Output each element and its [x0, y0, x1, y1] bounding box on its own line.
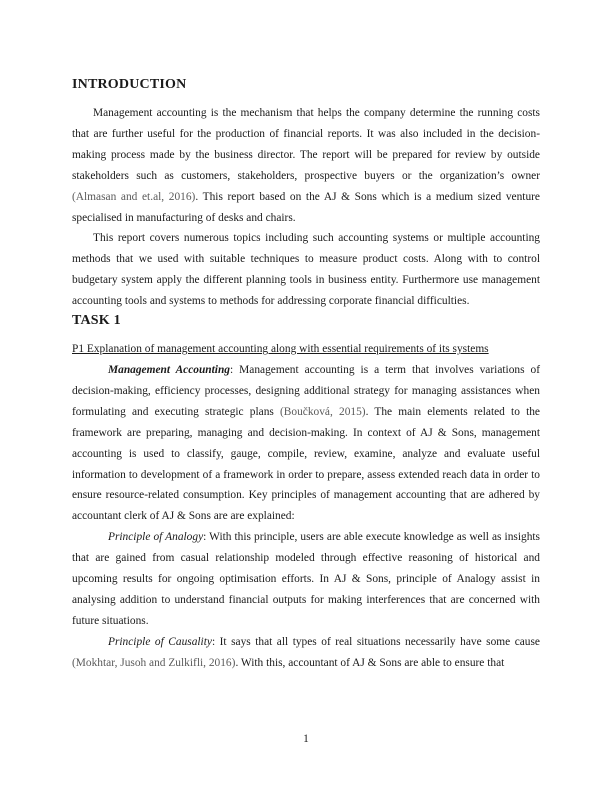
principle-causality-paragraph [72, 632, 540, 674]
ma-text-b: . The main elements related to the framework are preparing, managing and decision-making. In context of AJ & Sons, management accounting is used to classify, gauge, compile, review, examine, analyze and evaluate useful information to development of a framework in order to prepare, assess extended reach data in order to ensure resource-related consumption. Key principles of management accounting that are adhered by accountant clerk of AJ & Sons are are explained: [72, 405, 540, 523]
ma-text-a: : Management accounting is a term that involves variations of decision-making, efficiency processes, designing additional strategy for managing assistances when formulating and executing strategic plans [72, 363, 540, 418]
intro-paragraph-2: This report covers numerous topics including such accounting systems or multiple accounting methods that we used with suitable techniques to measure product costs. Along with to control budgetary system apply the different planning tools in business entity. Furthermore use management accounting tools and systems to methods for addressing corporate financial difficulties. [72, 232, 540, 308]
principle-analogy-paragraph [72, 527, 540, 632]
analogy-text: : With this principle, users are able execute knowledge as well as insights that are gained from casual relationship modeled through effective reasoning of historical and upcoming results for ongoing optimisation efforts. In AJ & Sons, principle of Analogy assist in analysing addition to understand financial outputs for making interferences that are concerned with future situations. [72, 531, 540, 627]
document-page [72, 76, 540, 674]
citation-bouckova: (Boučková, 2015) [280, 405, 366, 418]
p1-subheading: P1 Explanation of management accounting along with essential requirements of its systems [72, 343, 489, 356]
intro-paragraph-1 [72, 103, 540, 228]
introduction-heading: INTRODUCTION [72, 77, 187, 92]
causality-text-a: : It says that all types of real situations necessarily have some cause [211, 635, 540, 648]
citation-almasan: (Almasan and et.al, 2016) [72, 190, 196, 203]
causality-text-b: . With this, accountant of AJ & Sons are able to ensure that [235, 656, 505, 669]
principle-analogy-term: Principle of Analogy [108, 531, 204, 544]
citation-mokhtar: (Mokhtar, Jusoh and Zulkifli, 2016) [72, 656, 236, 669]
management-accounting-paragraph [72, 360, 540, 527]
management-accounting-term: Management Accounting [108, 363, 231, 376]
task-1-heading: TASK 1 [72, 313, 121, 329]
intro-p1-text-a: Management accounting is the mechanism that helps the company determine the running costs that are further useful for the production of financial reports. It was also included in the decision-making process made by the business director. The report will be prepared for review by outside stakeholders such as customers, stakeholders, prospective buyers or the organization’s owner [72, 107, 540, 182]
principle-causality-term: Principle of Causality [108, 635, 212, 648]
intro-p1-text-b: . This report based on the AJ & Sons which is a medium sized venture specialised in manufacturing of desks and chairs. [72, 190, 540, 224]
page-number: 1 [303, 733, 309, 745]
